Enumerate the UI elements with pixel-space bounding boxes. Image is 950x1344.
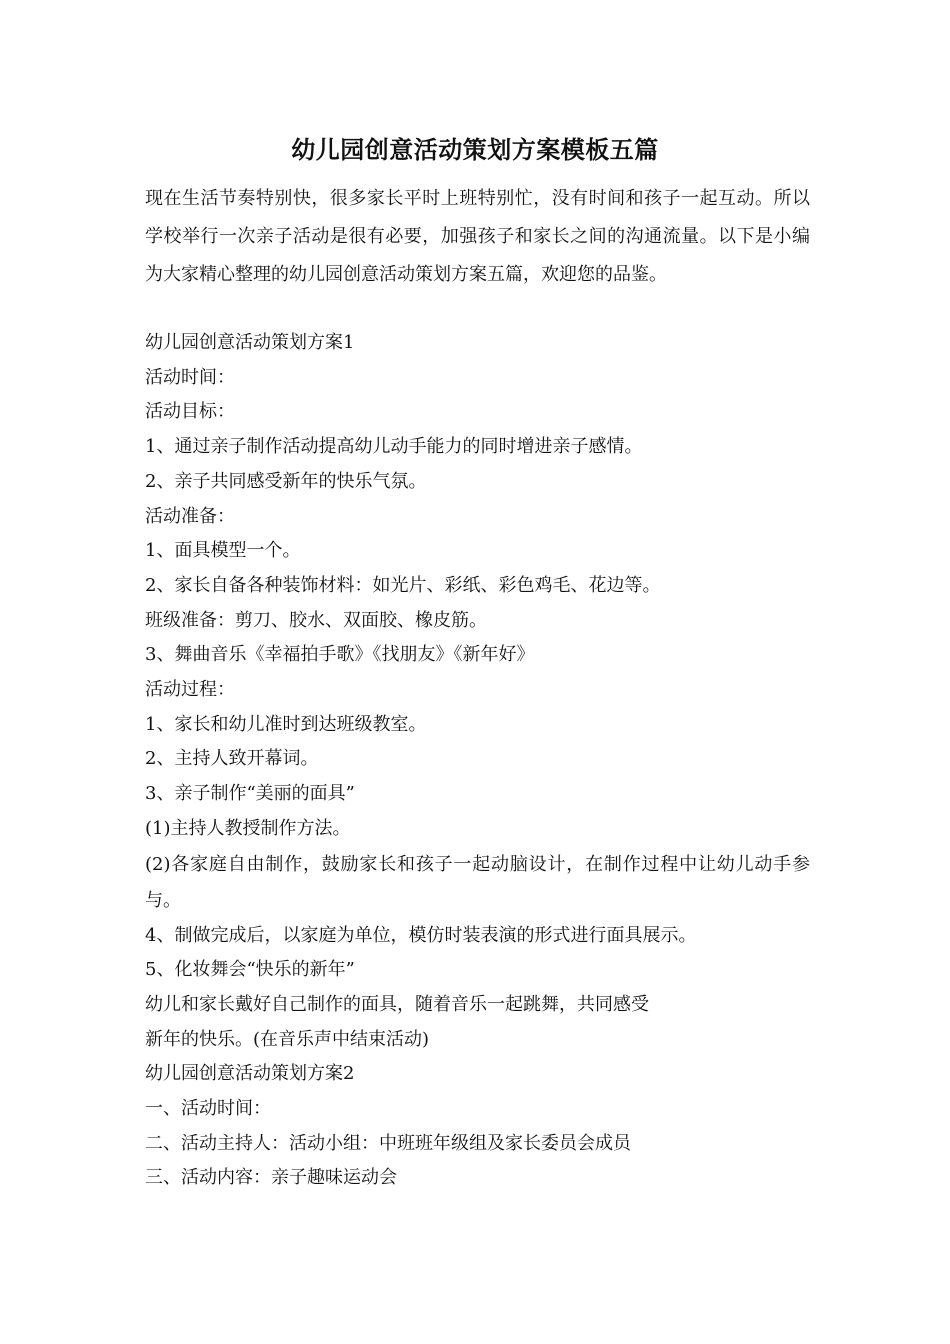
text-line: 一、活动时间：	[145, 1098, 271, 1120]
document-title: 幼儿园创意活动策划方案模板五篇	[291, 135, 659, 164]
text-line: 活动过程：	[145, 679, 235, 701]
text-line: 2、亲子共同感受新年的快乐气氛。	[145, 470, 427, 492]
text-line: 2、主持人致开幕词。	[145, 748, 319, 770]
text-line: 3、舞曲音乐《幸福拍手歌》《找朋友》《新年好》	[145, 644, 535, 666]
text-line: 班级准备：剪刀、胶水、双面胶、橡皮筋。	[145, 609, 487, 631]
section-heading-1: 幼儿园创意活动策划方案1	[145, 332, 355, 353]
text-line: (2)各家庭自由制作，鼓励家长和孩子一起动脑设计，在制作过程中让幼儿动手参与。	[145, 853, 810, 911]
text-line: 1、面具模型一个。	[145, 540, 301, 562]
text-line: 1、家长和幼儿准时到达班级教室。	[145, 713, 427, 735]
text-line: 4、制做完成后，以家庭为单位，模仿时装表演的形式进行面具展示。	[145, 924, 697, 946]
text-line: 2、家长自备各种装饰材料：如光片、彩纸、彩色鸡毛、花边等。	[145, 574, 661, 596]
text-line: (1)主持人教授制作方法。	[145, 817, 351, 839]
text-line: 新年的快乐。(在音乐声中结束活动)	[145, 1028, 430, 1050]
section-heading-2: 幼儿园创意活动策划方案2	[145, 1063, 355, 1085]
text-line: 活动目标：	[145, 401, 235, 423]
text-line: 3、亲子制作“美丽的面具”	[145, 783, 355, 805]
text-line: 1、通过亲子制作活动提高幼儿动手能力的同时增进亲子感情。	[145, 436, 643, 458]
intro-paragraph: 现在生活节奏特别快，很多家长平时上班特别忙，没有时间和孩子一起互动。所以学校举行一次亲子活动是很有必要，加强孩子和家长之间的沟通流量。以下是小编为大家精心整理的幼儿园创意活动策划方案五篇，欢迎您的品鉴。	[145, 188, 810, 285]
text-line: 二、活动主持人：活动小组：中班班年级组及家长委员会成员	[145, 1132, 631, 1154]
text-line: 5、化妆舞会“快乐的新年”	[145, 959, 355, 981]
text-line: 三、活动内容：亲子趣味运动会	[145, 1167, 397, 1189]
text-line: 活动准备：	[145, 505, 235, 527]
text-line: 活动时间：	[145, 366, 235, 388]
body-text	[145, 326, 810, 1196]
text-line: 幼儿和家长戴好自己制作的面具，随着音乐一起跳舞，共同感受	[145, 993, 649, 1015]
